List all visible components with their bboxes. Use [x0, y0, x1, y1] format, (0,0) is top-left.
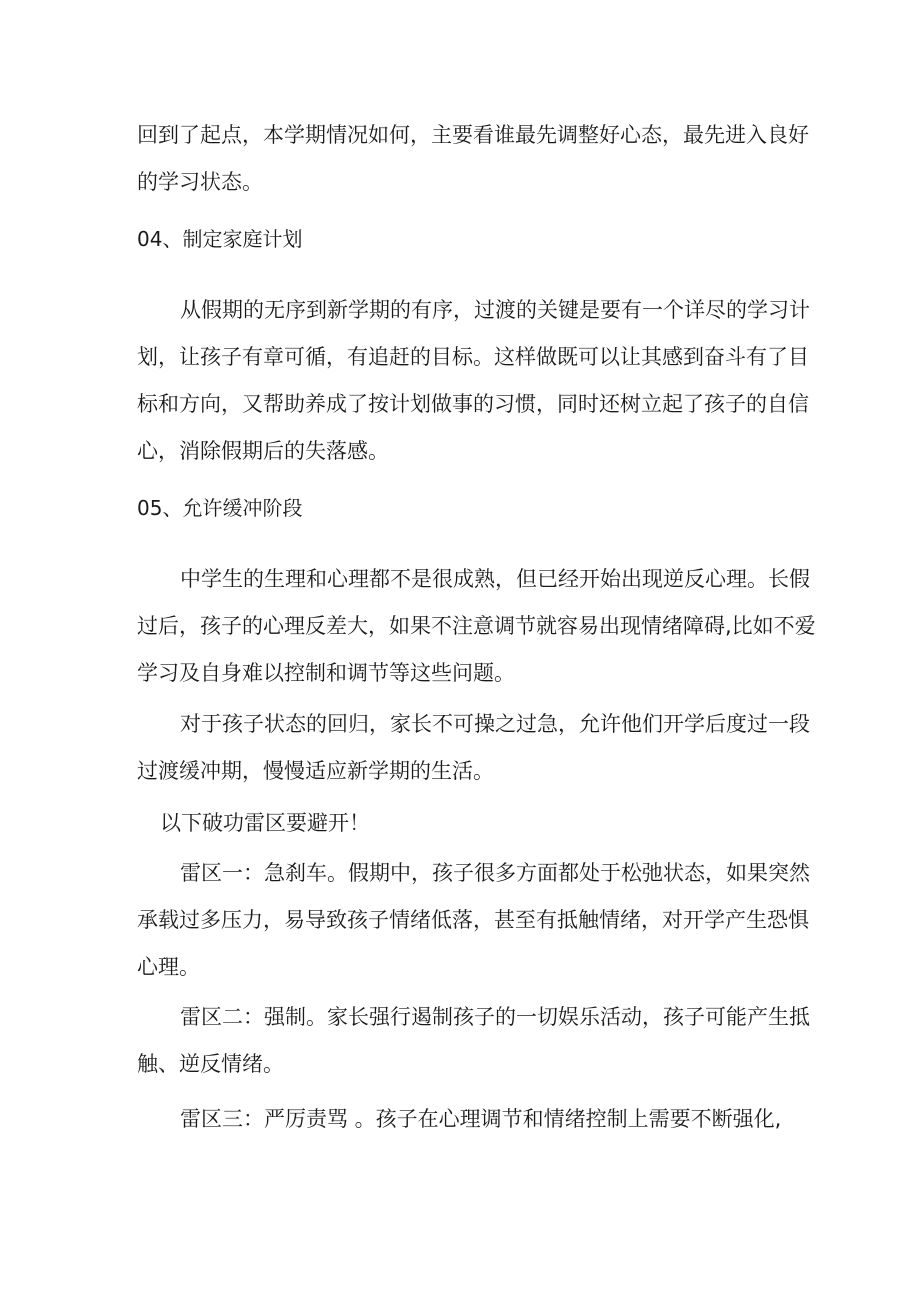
paragraph-line: 中学生的生理和心理都不是很成熟，但已经开始出现逆反心理。长假 [180, 567, 810, 591]
paragraph-line: 标和方向，又帮助养成了按计划做事的习惯，同时还树立起了孩子的自信 [137, 392, 809, 416]
paragraph-line: 雷区三：严厉责骂 。孩子在心理调节和情绪控制上需要不断强化, [180, 1107, 782, 1131]
paragraph-line: 划，让孩子有章可循，有追赶的目标。这样做既可以让其感到奋斗有了目 [137, 345, 809, 369]
section-heading-05: 05、允许缓冲阶段 [137, 496, 303, 520]
paragraph-line: 学习及自身难以控制和调节等这些问题。 [137, 661, 515, 685]
paragraph-line: 触、逆反情绪。 [137, 1052, 284, 1076]
paragraph-line: 雷区一：急刹车。假期中，孩子很多方面都处于松弛状态，如果突然 [180, 861, 810, 885]
paragraph-line: 雷区二：强制。家长强行遏制孩子的一切娱乐活动，孩子可能产生抵 [180, 1005, 810, 1029]
paragraph-line: 心，消除假期后的失落感。 [137, 439, 389, 463]
paragraph-line: 心理。 [137, 955, 200, 979]
paragraph-line: 的学习状态。 [137, 170, 263, 194]
paragraph-line: 以下破功雷区要避开！ [160, 811, 370, 835]
paragraph-line: 过后，孩子的心理反差大，如果不注意调节就容易出现情绪障碍,比如不爱 [137, 614, 816, 638]
section-heading-04: 04、制定家庭计划 [137, 227, 303, 251]
paragraph-line: 对于孩子状态的回归，家长不可操之过急，允许他们开学后度过一段 [180, 712, 810, 736]
paragraph-line: 回到了起点，本学期情况如何，主要看谁最先调整好心态，最先进入良好 [137, 123, 809, 147]
paragraph-line: 从假期的无序到新学期的有序，过渡的关键是要有一个详尽的学习计 [180, 298, 810, 322]
paragraph-line: 承载过多压力，易导致孩子情绪低落，甚至有抵触情绪，对开学产生恐惧 [137, 908, 809, 932]
paragraph-line: 过渡缓冲期，慢慢适应新学期的生活。 [137, 759, 494, 783]
